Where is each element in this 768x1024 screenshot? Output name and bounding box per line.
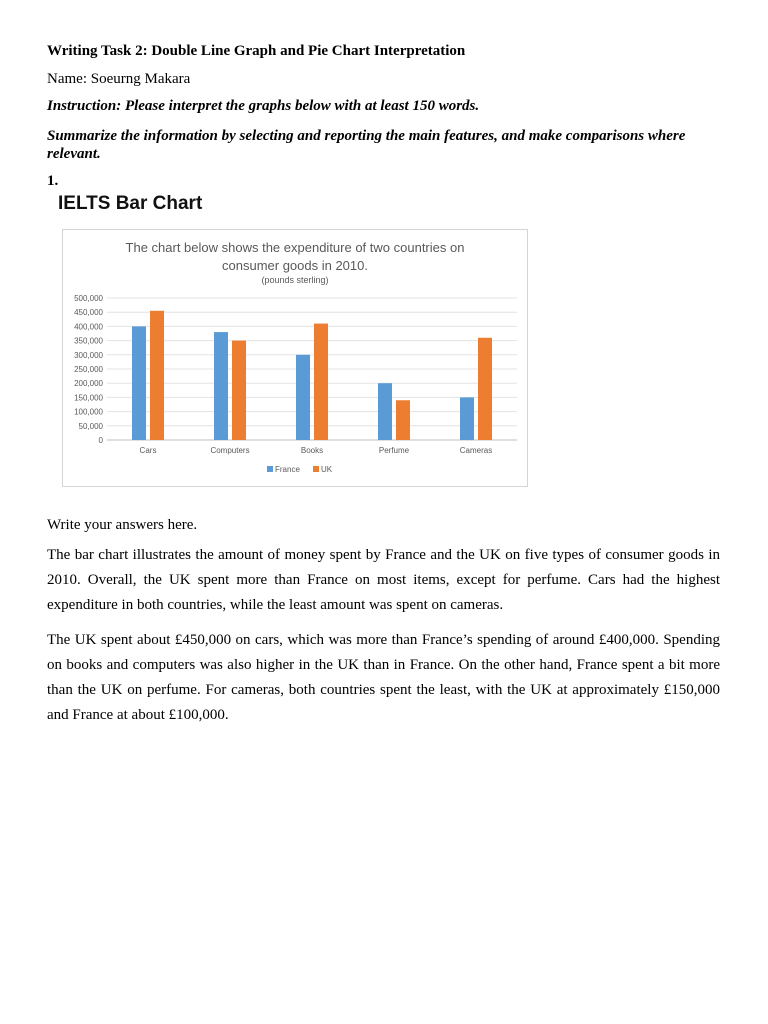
student-name: Name: Soeurng Makara [47,71,191,87]
y-tick-label: 300,000 [74,350,103,360]
bar-uk-books [314,324,328,440]
legend-swatch [313,466,319,472]
y-tick-label: 450,000 [74,308,103,318]
legend-swatch [267,466,273,472]
chart-subtitle: (pounds sterling) [261,275,329,285]
y-tick-label: 100,000 [74,407,103,417]
legend-label: France [275,465,300,474]
y-tick-label: 400,000 [74,322,103,332]
figure-title: IELTS Bar Chart [58,193,203,214]
x-tick-label: Books [300,446,324,455]
bar-france-computers [214,332,228,440]
x-tick-label: Cameras [459,446,493,455]
bar-uk-cars [150,311,164,440]
bar-france-cameras [460,397,474,440]
answer-paragraph-1: The bar chart illustrates the amount of money spent by France and the UK on five types of consumer goods in 2010. Overall, the UK spent more than France on most items, except for perfume. Cars had the highest expenditure in both countries, while the least amount was spent on cameras. [47,547,720,613]
answer-paragraph-2: The UK spent about £450,000 on cars, which was more than France’s spending of around £400,000. Spending on books and computers was also higher in the UK than in France. On the other hand, France spent a bit more than the UK on perfume. For cameras, both countries spent the least, with the UK at approximately £150,000 and France at about £100,000. [47,632,720,723]
bar-uk-cameras [478,338,492,440]
y-tick-label: 150,000 [74,393,103,403]
y-tick-label: 250,000 [74,365,103,374]
bar-uk-perfume [396,400,410,440]
y-tick-label: 350,000 [74,336,103,346]
x-tick-label: Cars [139,446,157,455]
chart-title-line2: consumer goods in 2010. [222,258,368,273]
instruction-text: Instruction: Please interpret the graphs below with at least 150 words. [47,98,480,114]
summary-instruction: Summarize the information by selecting and reporting the main features, and make comparisons where relevant. [47,128,686,162]
chart-title-line1: The chart below shows the expenditure of two countries on [125,240,465,255]
answer-label: Write your answers here. [47,517,198,533]
y-tick-label: 500,000 [74,294,103,303]
bar-france-cars [132,326,146,440]
bar-chart-frame [62,229,528,487]
y-tick-label: 200,000 [74,379,103,389]
bar-france-perfume [378,383,392,440]
document-heading: Writing Task 2: Double Line Graph and Pie Chart Interpretation [47,43,466,59]
x-tick-label: Perfume [378,446,410,455]
y-tick-label: 0 [98,436,103,445]
x-tick-label: Computers [210,446,250,455]
question-number: 1. [47,173,59,189]
y-tick-label: 50,000 [78,421,103,431]
legend-label: UK [321,465,333,474]
bar-france-books [296,355,310,440]
bar-chart [63,230,527,486]
bar-uk-computers [232,341,246,440]
